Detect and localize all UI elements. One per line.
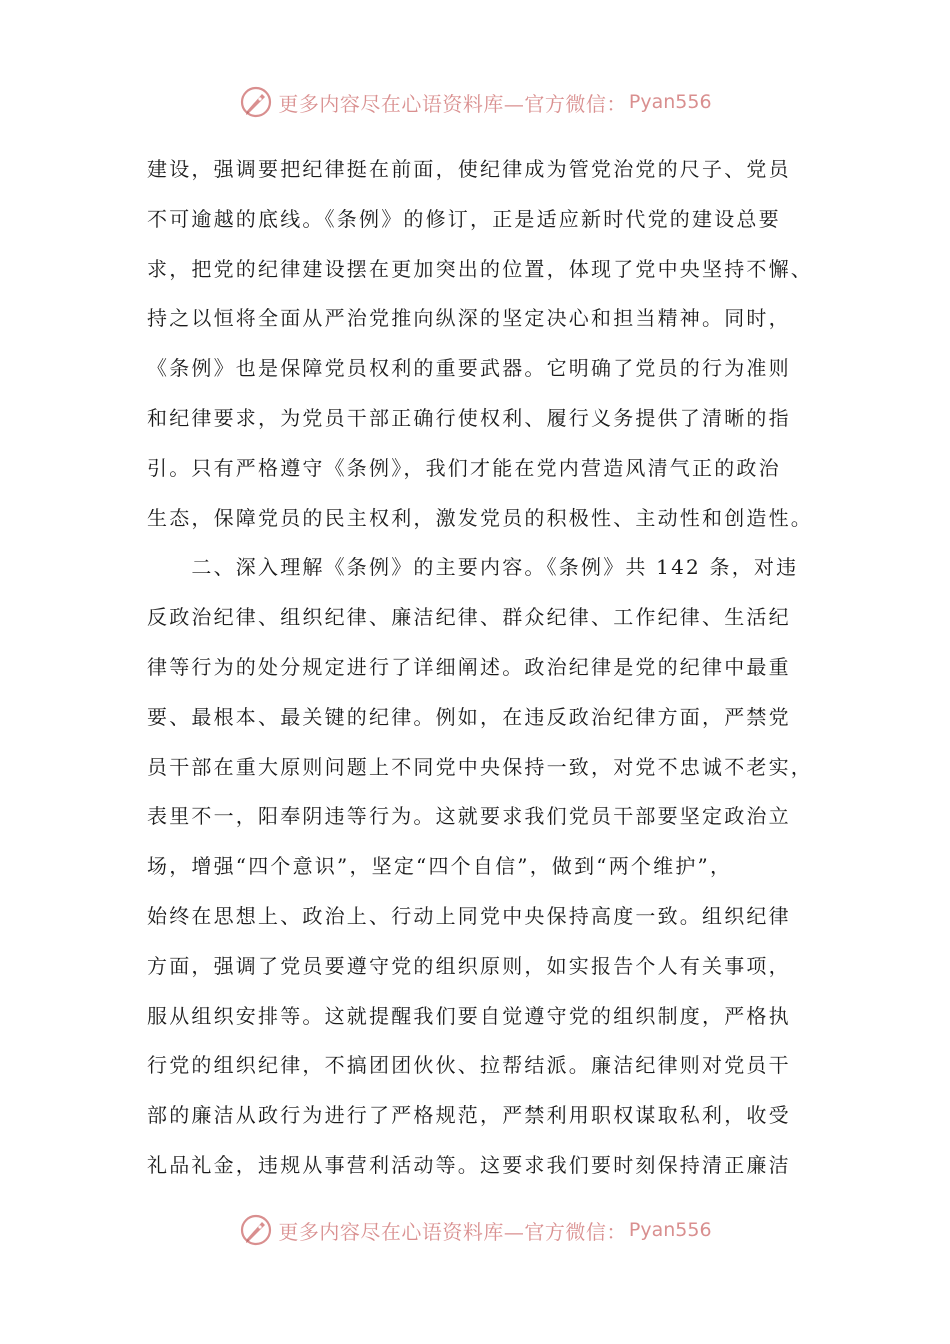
document-line: 持之以恒将全面从严治党推向纵深的坚定决心和担当精神。同时， [147,306,791,331]
document-line: 表里不一，阳奉阴违等行为。这就要求我们党员干部要坚定政治立 [147,804,791,829]
header-watermark-text: 更多内容尽在心语资料库—官方微信： [278,91,627,116]
document-line: 部的廉洁从政行为进行了严格规范，严禁利用职权谋取私利，收受 [147,1103,791,1128]
document-line: 建设，强调要把纪律挺在前面，使纪律成为管党治党的尺子、党员 [147,157,791,181]
document-line: 礼品礼金，违规从事营利活动等。这要求我们要时刻保持清正廉洁 [147,1152,791,1177]
document-line: 生态，保障党员的民主权利，激发党员的积极性、主动性和创造性。 [147,505,813,530]
pen-nib-logo-icon [238,1212,274,1248]
document-line: 二、深入理解《条例》的主要内容。《条例》共 142 条，对违 [147,555,799,580]
document-line: 不可逾越的底线。《条例》的修订，正是适应新时代党的建设总要 [147,206,781,231]
document-body [147,145,827,1191]
footer-watermark-text: 更多内容尽在心语资料库—官方微信： [278,1219,627,1244]
document-line: 求，把党的纪律建设摆在更加突出的位置，体现了党中央坚持不懈、 [147,256,813,281]
header-watermark [0,82,950,122]
document-line: 方面，强调了党员要遵守党的组织原则，如实报告个人有关事项， [147,953,791,978]
document-line: 始终在思想上、政治上、行动上同党中央保持高度一致。组织纪律 [147,903,791,928]
document-line: 服从组织安排等。这就提醒我们要自觉遵守党的组织制度，严格执 [147,1003,791,1028]
document-line: 行党的组织纪律，不搞团团伙伙、拉帮结派。廉洁纪律则对党员干 [147,1053,791,1078]
document-line: 要、最根本、最关键的纪律。例如，在违反政治纪律方面，严禁党 [147,704,791,729]
document-line: 《条例》也是保障党员权利的重要武器。它明确了党员的行为准则 [147,356,791,381]
document-line: 场，增强“四个意识”，坚定“四个自信”，做到“两个维护”， [147,854,733,879]
document-line: 引。只有严格遵守《条例》，我们才能在党内营造风清气正的政治 [147,455,781,480]
document-line: 和纪律要求，为党员干部正确行使权利、履行义务提供了清晰的指 [147,405,791,430]
pen-nib-logo-icon [238,84,274,120]
document-line: 反政治纪律、组织纪律、廉洁纪律、群众纪律、工作纪律、生活纪 [147,605,791,630]
document-line: 律等行为的处分规定进行了详细阐述。政治纪律是党的纪律中最重 [147,654,791,679]
footer-watermark [0,1210,950,1250]
header-watermark-id: Pyan556 [628,91,712,113]
document-line: 员干部在重大原则问题上不同党中央保持一致，对党不忠诚不老实， [147,754,813,779]
footer-watermark-id: Pyan556 [628,1219,712,1241]
